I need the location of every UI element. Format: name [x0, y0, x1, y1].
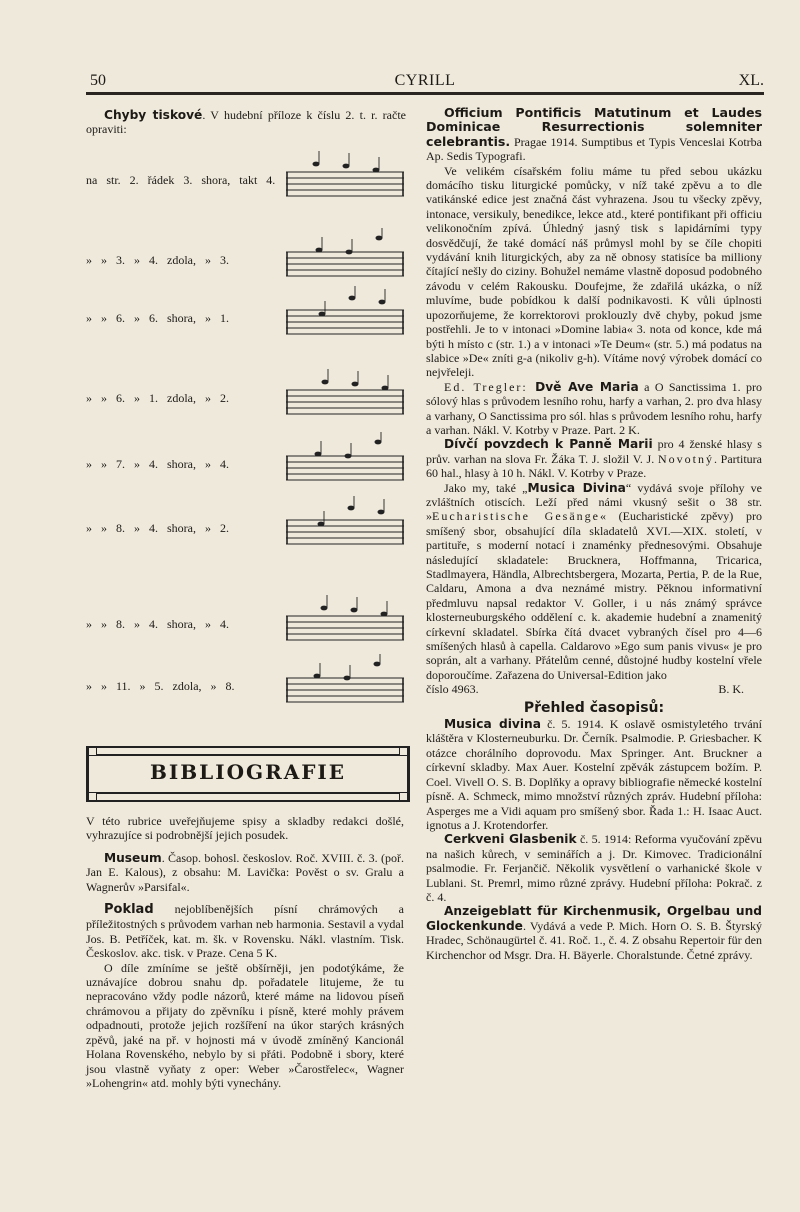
- errata-row: [86, 240, 416, 280]
- note-head: [381, 612, 388, 617]
- note-head: [321, 606, 328, 611]
- corner-square: [88, 747, 97, 756]
- music-staff-excerpt: [286, 366, 406, 422]
- note-head: [345, 454, 352, 459]
- museum-entry: [86, 851, 404, 894]
- errata-row: [86, 298, 416, 338]
- note-head: [315, 452, 322, 457]
- note-head: [348, 506, 355, 511]
- running-title: CYRILL: [394, 72, 456, 89]
- officium-review: Ve velikém císařském foliu máme tu před sebou ukázku domácího tisku liturgické pomůcky, v níž také zpěvu a to dle vatikánské edice jest značná část vyhrazena. Jsou tu všecky zpěvy, intonace, versikuly, benedikce, lekce atd., které pontifikant při officiu velikonočním zpívá. Úhledný jasný tisk s lapidárními typy dosvědčují, že také domácí náš průmysl mohl by se číle chopiti vydávání knih liturgických, aby za ně obnosy statisíce ba milliony čítající nešly do ciziny. Bohužel nemáme vlastně doposud podobného závodu v celém Rakousku. Doufejme, že zdařilá ukázka, o níž mluvíme, bude pobídkou k další podnikavosti. K vůli úplnosti upozorňujeme, že korrektorovi proklouzly dvě chyby, pokud jsme postřehli. Je to v intonaci »Domine labia« 3. nota od konce, kde má býti h místo c (str. 1.) a v intonaci »Te Deum« (str. 5.) má podatus na slabice »De« zníti g-a (nikoliv g-h). Vítáme nový výrobek domácí co nejvřeleji.: [426, 163, 762, 380]
- md-title: Musica divina: [444, 717, 541, 732]
- musica-signature-line: [426, 682, 762, 696]
- divci-title: Dívčí povzdech k Panně Marii: [444, 437, 653, 452]
- errata-location: na str. 2. řádek 3. shora, takt 4.: [86, 173, 276, 187]
- note-head: [379, 300, 386, 305]
- officium-entry: [426, 106, 762, 164]
- note-head: [316, 248, 323, 253]
- dile-paragraph: O díle zmíníme se ještě obšírněji, jen podotýkáme, že uznávajíce dobrou snahu dp. pořadatele litujeme, že tu nepracováno vždy podle názorů, které máme na lidovou píseň chrámovou a přijaty do zpěvníku i písně, které mohly právem odpadnouti, protože jejich rozšíření na úkor starých krásných zpěvů, jaké na př. v hojnosti má v úvodě zmíněný Kancionál Holana Rovenského, nebylo by si přáti. Podobně i sbory, které jsou vlastně vyňaty z oper: Weber »Čarostřelec«, Wagner »Lohengrin« atd. mohly býti vynechány.: [86, 960, 404, 1090]
- music-staff-excerpt: [286, 654, 406, 710]
- music-staff-excerpt: [286, 432, 406, 488]
- errata-row: [86, 378, 416, 418]
- divci-text: pro 4 ženské hlasy s prův. varhan na slova Fr. Žáka T. J. složil V. J.: [426, 437, 762, 466]
- errata-title: Chyby tiskové: [104, 108, 203, 122]
- note-head: [375, 440, 382, 445]
- errata-location: » » 6. » 1. zdola, » 2.: [86, 391, 229, 405]
- divci-author: Novotný: [657, 451, 714, 466]
- note-head: [352, 382, 359, 387]
- page-header: [86, 70, 764, 92]
- note-head: [318, 522, 325, 527]
- music-staff-excerpt: [286, 286, 406, 342]
- errata-row: [86, 160, 416, 200]
- errata-location: » » 6. » 6. shora, » 1.: [86, 311, 229, 325]
- tregler-text: a O Sanctissima 1. pro sólový hlas s průvodem lesního rohu, harfy a varhan, 2. pro dva hlasy a varhany, O Sanctissima pro sól. hlas s průvodem lesního rohu, harfy a varhan. Nákl. V. Kotrby v Praze. Part. 2 K.: [426, 379, 762, 437]
- music-staff-excerpt: [286, 592, 406, 648]
- errata-location: » » 11. » 5. zdola, » 8.: [86, 679, 235, 693]
- note-head: [344, 676, 351, 681]
- note-head: [378, 510, 385, 515]
- bibliografie-banner: [86, 746, 410, 802]
- errata-intro-text: . V hudební příloze k číslu 2. t. r. račte opraviti:: [86, 108, 406, 137]
- errata-location: » » 3. » 4. zdola, » 3.: [86, 253, 229, 267]
- md-text: č. 5. 1914. K oslavě osmistyletého trvání kláštěra v Klosterneuburku. Dr. Černík. Psalmodie. P. Griesbacher. K otázce chorálního doprovodu. Max Springer. Ant. Bruckner a církevní skladby. Max Auer. Kostelní zpěvák zástupcem božím. P. Coel. Vivell O. S. B. Doplňky a opravy bibliografie německé kostelní písně. A. Schmeck, mimo množství různých zpráv. Hudební příloha: Asperges me a Vidi aquam pro smíšený sbor. Řada 1.: H. Isaac Auct. ignotus a J. Krotendorfer.: [426, 717, 762, 832]
- note-head: [346, 250, 353, 255]
- officium-title: Officium Pontificis Matutinum et Laudes Dominicae Resurrectionis solemniter celebrantis.: [426, 105, 762, 149]
- note-head: [314, 674, 321, 679]
- poklad-text: nejoblíbenějších písní chrámových a příležitostných s průvodem varhan neb harmonia. Sestavil a vydal Jos. B. Petříček, kat. m. šk. v Rovensku. Nákl. vlastním. Tisk. Českoslov. akc. tisk. v Praze. Cena 5 K.: [86, 902, 404, 961]
- officium-publication: Pragae 1914. Sumptibus et Typis Venceslai Kotrba Ap. Sedis Typografi.: [426, 134, 762, 164]
- musica-prefix: Jako my, také „: [444, 480, 528, 495]
- page-number: 50: [90, 72, 106, 89]
- note-head: [376, 236, 383, 241]
- az-text: . Vydává a vede P. Mich. Horn O. S. B. Štyrský Hradec, Schönaugürtel č. 41. Roč. 1., č. 4. Z obsahu Repertoir für den Kirchenchor od Msgr. Dra. H. Bäyerle. Choralstunde. Četné zprávy.: [426, 918, 762, 962]
- musica-divina-entry: [426, 481, 762, 683]
- music-staff-excerpt: [286, 496, 406, 552]
- header-rule: [86, 92, 764, 95]
- bibliografie-intro: V této rubrice uveřejňujeme spisy a skladby redakci došlé, vyhrazujíce si podrobnější jejich posudek.: [86, 814, 404, 843]
- errata-location: » » 8. » 4. shora, » 4.: [86, 617, 229, 631]
- errata-row: [86, 666, 416, 706]
- music-staff-excerpt: [286, 148, 406, 204]
- note-head: [382, 386, 389, 391]
- note-head: [349, 296, 356, 301]
- note-head: [313, 162, 320, 167]
- errata-row: [86, 444, 416, 484]
- poklad-title: Poklad: [104, 902, 154, 918]
- museum-text: . Časop. bohosl. českoslov. Roč. XVIII. č. 3. (poř. Jan E. Kalous), z obsahu: M. Lavička: Pověst o sv. Gralu a Wagnerův »Parsifal«.: [86, 850, 404, 894]
- musica-divina-periodical: [426, 717, 762, 832]
- errata-location: » » 7. » 4. shora, » 4.: [86, 457, 229, 471]
- prehled-casopisu-heading: Přehled časopisů:: [523, 699, 665, 716]
- errata-location: » » 8. » 4. shora, » 2.: [86, 521, 229, 535]
- cerkveni-glasbenik-entry: [426, 832, 762, 904]
- note-head: [322, 380, 329, 385]
- bibliografie-title: BIBLIOGRAFIE: [149, 760, 347, 784]
- note-head: [343, 164, 350, 169]
- cg-text: č. 5. 1914: Reforma vyučování zpěvu na našich kůrech, v seminářích a j. Dr. Kimovec. Tradicionální psalmodie. Fr. Ferjančič. Několik vysvětlení o varhanické škole v Lublani. St. Premrl, mimo různé zprávy. Hudební příloha: Pokrač. z č. 4.: [426, 832, 763, 904]
- bibliografie-section: [86, 814, 404, 1090]
- poklad-entry: [86, 902, 404, 961]
- corner-square: [399, 747, 408, 756]
- divci-entry: [426, 437, 762, 480]
- az-title: Anzeigeblatt für Kirchenmusik, Orgelbau und Glockenkunde: [426, 904, 762, 933]
- right-column: [426, 106, 762, 962]
- musica-text-2: « (Eucharistické zpěvy) pro smíšený sbor, obsahující díla skladatelů XVI.—XIX. století, v partituře, s moderní notací i znaménky přednesovými. Obsahuje následující skladatele: Brucknera, Hoffmanna, Tricarica, Stadlmayera, Händla, Albrechtsbergera, Mozarta, Pertia, P. de la Rue, Caldaru, Amona a dva neznámé mistry. Pěknou informativní předmluvu napsal redaktor V. Goller, i u nás známý správce klosterneuburgského oddělení c. k. akademie hudební a znamenitý církevní skladatel. Sbírka čítá dvacet vybraných čísel pro 4—6 smíšených hlasů à capella. Caldarovo »Ego sum panis vivus« je pro soprán, alt a varhany. Přátelům cenné, důstojné hudby kostelní vřele doporoučíme. Zařazena do Universal-Edition jako: [426, 509, 762, 682]
- errata-row: [86, 508, 416, 548]
- note-head: [374, 662, 381, 667]
- reviewer-signature: B. K.: [718, 682, 744, 697]
- musica-catalog-number: číslo 4963.: [426, 682, 479, 697]
- tregler-author: Ed. Tregler:: [444, 379, 536, 394]
- museum-title: Museum: [104, 850, 162, 865]
- anzeigeblatt-entry: [426, 904, 762, 962]
- corner-square: [88, 792, 97, 801]
- note-head: [373, 168, 380, 173]
- tregler-entry: [426, 380, 762, 438]
- divci-publisher: . Partitura 60 hal., hlasy à 10 h. Nákl. V. Kotrby v Praze.: [426, 451, 762, 481]
- tregler-title: Dvě Ave Maria: [535, 379, 639, 394]
- cg-title: Cerkveni Glasbenik: [444, 832, 577, 847]
- musica-divina-title: Musica Divina: [527, 480, 626, 495]
- note-head: [319, 312, 326, 317]
- musica-text-1: “ vydává svoje přílohy ve zvláštních otiscích. Leží před námi vkusný sešit o 38 str. »: [426, 480, 762, 524]
- errata-row: [86, 604, 416, 644]
- eucharistische-title: Eucharistische Gesänge: [432, 509, 600, 524]
- volume-number: XL.: [738, 72, 764, 89]
- errata-intro: [86, 108, 406, 137]
- music-staff-excerpt: [286, 228, 406, 284]
- corner-square: [399, 792, 408, 801]
- note-head: [351, 608, 358, 613]
